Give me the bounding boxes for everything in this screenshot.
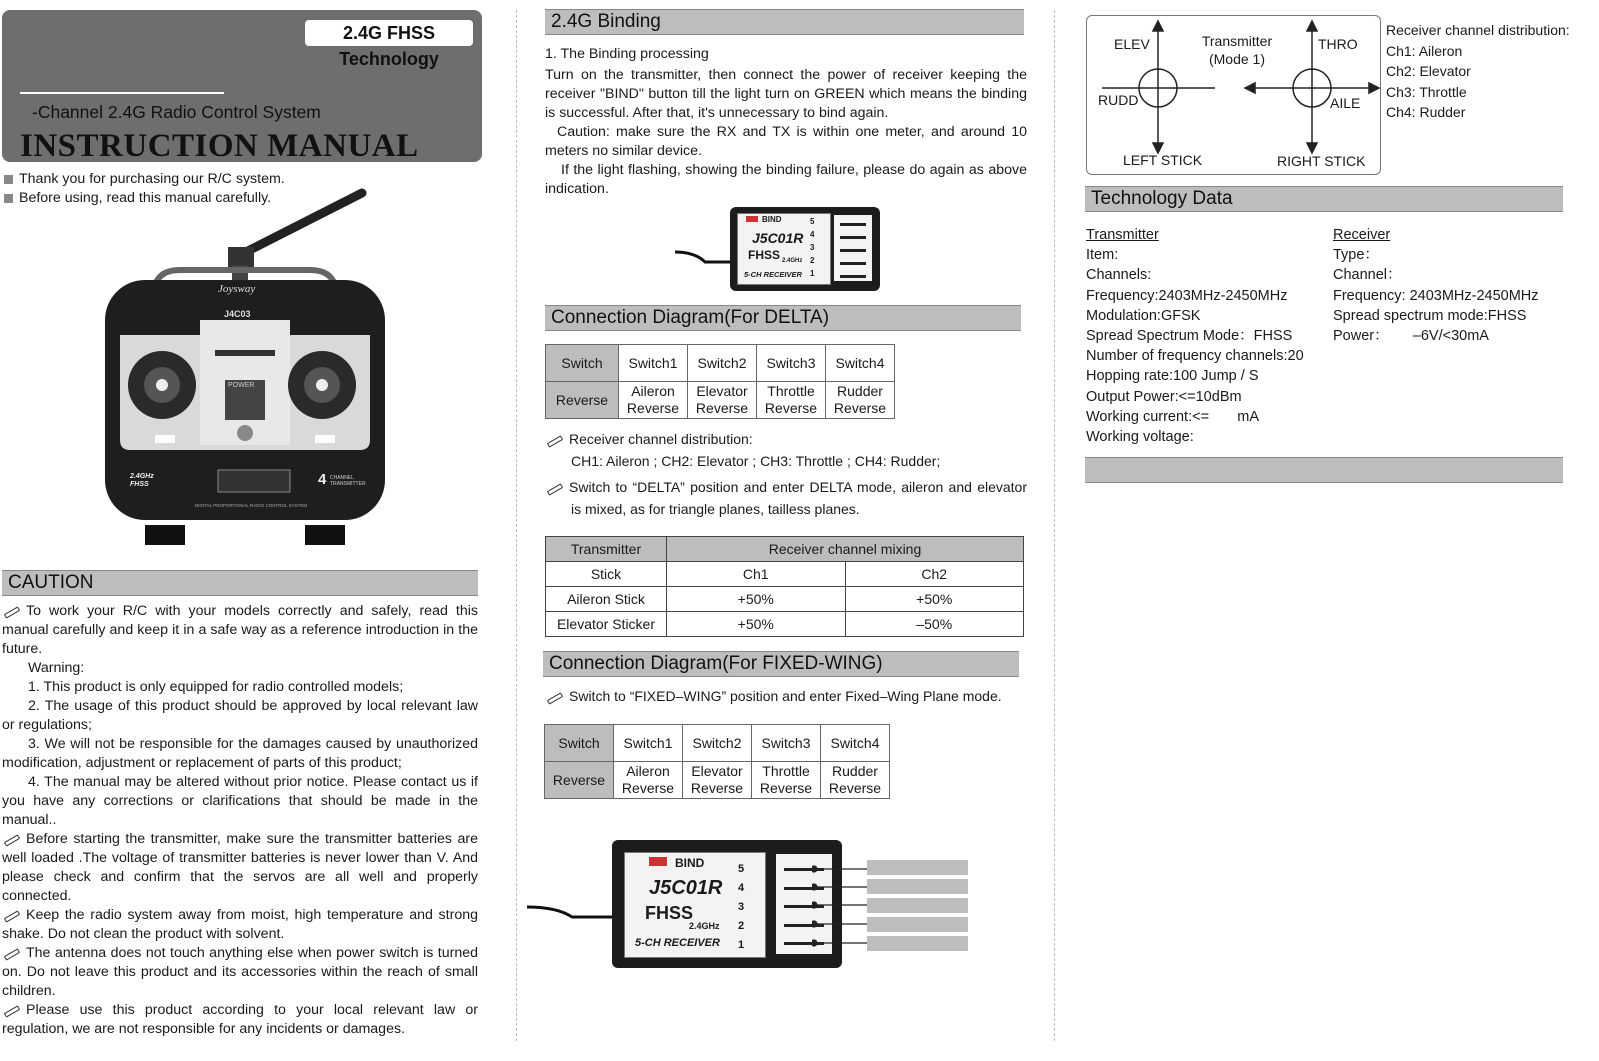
spec-line: Channel： bbox=[1333, 267, 1402, 284]
receiver-frequency: 2.4GHz bbox=[689, 921, 720, 931]
reverse-header-cell: Reverse bbox=[545, 762, 614, 799]
title-rule bbox=[20, 92, 224, 94]
distribution-line: Receiver channel distribution: bbox=[1386, 22, 1570, 38]
thro-label: THRO bbox=[1318, 36, 1358, 52]
switch-cell: Switch1 bbox=[619, 345, 688, 382]
receiver-name: 5-CH RECEIVER bbox=[744, 270, 802, 279]
port-number: 5 bbox=[810, 217, 815, 226]
reverse-cell: Throttle Reverse bbox=[752, 762, 821, 799]
transmitter-specs bbox=[1086, 225, 1304, 447]
port-numbers bbox=[738, 860, 756, 955]
bullet-text: Thank you for purchasing our R/C system. bbox=[19, 171, 285, 187]
reverse-cell: Elevator Reverse bbox=[683, 762, 752, 799]
delta-notes bbox=[545, 428, 1027, 520]
transmitter-brand: Joysway bbox=[218, 283, 256, 295]
transmitter-drawing bbox=[100, 185, 390, 550]
port-number: 2 bbox=[810, 256, 815, 265]
distribution-line: Ch4: Rudder bbox=[1386, 104, 1466, 120]
channel-label-box bbox=[867, 936, 968, 951]
spec-line: Number of frequency channels:20 bbox=[1086, 348, 1304, 365]
fixed-wing-switch-table bbox=[544, 724, 890, 799]
bind-label: BIND bbox=[675, 856, 705, 870]
warning-label: Warning: bbox=[28, 660, 85, 676]
switch-cell: Switch2 bbox=[683, 725, 752, 762]
switch-cell: Switch2 bbox=[688, 345, 757, 382]
pen-icon bbox=[545, 434, 563, 446]
spec-line: Output Power:<=10dBm bbox=[1086, 388, 1242, 405]
port-number: 2 bbox=[738, 920, 745, 932]
caution-text: To work your R/C with your models correctly and safely, read this manual carefully and keep it in a safe way as a reference introduction in the future. bbox=[2, 603, 478, 657]
receiver-large bbox=[612, 840, 842, 968]
port-number: 4 bbox=[738, 882, 745, 894]
caution-paragraph bbox=[2, 830, 478, 906]
channel-label-box bbox=[867, 879, 968, 894]
pen-icon bbox=[2, 833, 20, 845]
receiver-model: J5C01R bbox=[752, 230, 804, 246]
caution-text: The antenna does not touch anything else when power switch is turned on. Do not leave this product and its accessories within the reach of small children. bbox=[2, 945, 478, 999]
mixing-header: Transmitter bbox=[546, 537, 667, 562]
technology-badge: 2.4G FHSS Technology bbox=[305, 20, 473, 46]
caution-paragraph bbox=[2, 1001, 478, 1039]
pen-icon bbox=[545, 691, 563, 703]
warning-item: 2. The usage of this product should be approved by local relevant law or regulations; bbox=[2, 698, 478, 733]
mixing-cell: Elevator Sticker bbox=[546, 612, 667, 637]
channel-label-box bbox=[867, 898, 968, 913]
left-stick-label: LEFT STICK bbox=[1123, 152, 1203, 168]
switch-cell: Switch4 bbox=[826, 345, 895, 382]
reverse-cell: Aileron Reverse bbox=[614, 762, 683, 799]
caution-section bbox=[2, 602, 478, 1039]
spec-line: Power： –6V/<30mA bbox=[1333, 328, 1489, 345]
manual-title: INSTRUCTION MANUAL bbox=[20, 128, 419, 164]
receiver-model: J5C01R bbox=[649, 877, 723, 899]
transmitter-band-badge: 2.4GHz FHSS bbox=[130, 473, 154, 488]
mixing-cell: Ch2 bbox=[845, 562, 1024, 587]
binding-header: 2.4G Binding bbox=[545, 9, 1024, 35]
reverse-cell: Elevator Reverse bbox=[688, 382, 757, 419]
switch-cell: Switch4 bbox=[821, 725, 890, 762]
mixing-cell: –50% bbox=[845, 612, 1024, 637]
receiver-fhss: FHSS bbox=[645, 903, 694, 923]
spec-line: Item: bbox=[1086, 247, 1119, 264]
square-bullet-icon bbox=[4, 194, 13, 203]
transmitter-specs-title: Transmitter bbox=[1086, 227, 1159, 243]
binding-subtitle: 1. The Binding processing bbox=[545, 46, 709, 62]
transmitter-power-label: POWER bbox=[228, 382, 255, 389]
caution-paragraph bbox=[2, 944, 478, 1001]
fixed-wing-note: Switch to “FIXED–WING” position and enter Fixed–Wing Plane mode. bbox=[545, 688, 1002, 704]
column-divider bbox=[1054, 10, 1055, 1041]
mixing-cell: Stick bbox=[546, 562, 667, 587]
pen-icon bbox=[545, 482, 563, 494]
column-divider bbox=[516, 10, 517, 1041]
receiver-fhss: FHSS bbox=[748, 248, 781, 262]
receiver-channel-distribution bbox=[1386, 20, 1570, 123]
spec-line: Working current:<= mA bbox=[1086, 408, 1259, 425]
pen-icon bbox=[2, 947, 20, 959]
port-number: 1 bbox=[738, 939, 745, 951]
caution-paragraph bbox=[2, 906, 478, 944]
caution-header: CAUTION bbox=[2, 570, 478, 596]
spec-line: Type： bbox=[1333, 247, 1379, 264]
switch-cell: Switch1 bbox=[614, 725, 683, 762]
mixing-cell: +50% bbox=[667, 587, 846, 612]
warning-item: 1. This product is only equipped for radio controlled models; bbox=[28, 679, 404, 695]
port-number: 1 bbox=[810, 269, 815, 278]
port-number: 3 bbox=[738, 901, 745, 913]
cover-banner bbox=[2, 10, 482, 162]
reverse-cell: Aileron Reverse bbox=[619, 382, 688, 419]
caution-text: Please use this product according to your local relevant law or regulation, we are not responsible for any incidents or damages. bbox=[2, 1002, 478, 1037]
stick-mode-diagram bbox=[1086, 15, 1381, 175]
fixed-wing-header: Connection Diagram(For FIXED-WING) bbox=[543, 651, 1019, 677]
binding-section bbox=[545, 45, 1027, 199]
spec-line: Spread spectrum mode:FHSS bbox=[1333, 307, 1527, 324]
port-number: 3 bbox=[810, 243, 815, 252]
reverse-cell: Rudder Reverse bbox=[826, 382, 895, 419]
servo-pins bbox=[834, 215, 872, 281]
bind-led-icon bbox=[746, 216, 758, 222]
rudd-label: RUDD bbox=[1098, 92, 1139, 108]
receiver-antenna-wire bbox=[675, 240, 735, 270]
switch-cell: Switch3 bbox=[757, 345, 826, 382]
mixing-table bbox=[545, 536, 1024, 637]
reverse-cell: Rudder Reverse bbox=[821, 762, 890, 799]
mixing-header: Receiver channel mixing bbox=[667, 537, 1024, 562]
distribution-line: Ch3: Throttle bbox=[1386, 83, 1467, 100]
mixing-cell: +50% bbox=[845, 587, 1024, 612]
receiver-small bbox=[730, 207, 880, 291]
switch-header-cell: Switch bbox=[546, 345, 619, 382]
channel-label-box bbox=[867, 860, 968, 875]
receiver-specs bbox=[1333, 225, 1539, 346]
delta-header: Connection Diagram(For DELTA) bbox=[545, 305, 1021, 331]
caution-text: Keep the radio system away from moist, high temperature and strong shake. Do not clean the product with solvent. bbox=[2, 907, 478, 942]
port-numbers bbox=[810, 215, 823, 280]
distribution-line: Ch2: Elevator bbox=[1386, 63, 1471, 79]
receiver-frequency: 2.4GHz bbox=[782, 258, 803, 264]
spec-line: Frequency: 2403MHz-2450MHz bbox=[1333, 287, 1539, 304]
port-number: 4 bbox=[810, 230, 815, 239]
manual-subtitle: -Channel 2.4G Radio Control System bbox=[32, 102, 321, 122]
transmitter-model: J4C03 bbox=[224, 309, 251, 319]
binding-paragraph: Turn on the transmitter, then connect the power of receiver keeping the receiver "BIND" button till the light turn on GREEN which means the binding is successful. After that, it's unnecessary to bind again. bbox=[545, 67, 1027, 121]
warning-item: 4. The manual may be altered without prior notice. Please contact us if you have any corrections or clarifications that should be made in the manual.. bbox=[2, 774, 478, 828]
delta-note: CH1: Aileron ; CH2: Elevator ; CH3: Throttle ; CH4: Rudder; bbox=[571, 453, 941, 469]
binding-paragraph: Caution: make sure the RX and TX is within one meter, and around 10 meters no similar device. bbox=[545, 124, 1027, 159]
pen-icon bbox=[2, 605, 20, 617]
spec-line: Modulation:GFSK bbox=[1086, 307, 1201, 324]
pen-icon bbox=[2, 1004, 20, 1016]
spec-line: Working voltage: bbox=[1086, 429, 1194, 446]
spec-line: Frequency:2403MHz-2450MHz bbox=[1086, 287, 1288, 304]
bullet-text: Before using, read this manual carefully. bbox=[19, 190, 272, 206]
mixing-cell: +50% bbox=[667, 612, 846, 637]
pen-icon bbox=[2, 909, 20, 921]
binding-paragraph: If the light flashing, showing the binding failure, please do again as above indication. bbox=[545, 162, 1027, 197]
aile-label: AILE bbox=[1330, 95, 1361, 111]
switch-cell: Switch3 bbox=[752, 725, 821, 762]
reverse-header-cell: Reverse bbox=[546, 382, 619, 419]
square-bullet-icon bbox=[4, 175, 13, 184]
blank-section-header bbox=[1085, 457, 1563, 483]
transmitter-channel-count: 4 bbox=[318, 471, 327, 488]
elev-label: ELEV bbox=[1114, 36, 1150, 52]
channel-label-box bbox=[867, 917, 968, 932]
technology-data-header: Technology Data bbox=[1085, 186, 1563, 212]
caution-text: Before starting the transmitter, make sure the transmitter batteries are well loaded .The voltage of transmitter batteries is never lower than V. And please check and confirm that the servos are all well and properly connected. bbox=[2, 831, 478, 904]
receiver-antenna-wire bbox=[527, 895, 617, 925]
reverse-cell: Throttle Reverse bbox=[757, 382, 826, 419]
right-stick-label: RIGHT STICK bbox=[1277, 153, 1366, 169]
transmitter-mode-label: Transmitter (Mode 1) bbox=[1201, 33, 1273, 67]
spec-line: Hopping rate:100 Jump / S bbox=[1086, 368, 1259, 385]
switch-header-cell: Switch bbox=[545, 725, 614, 762]
transmitter-image bbox=[100, 185, 390, 550]
port-number: 5 bbox=[738, 863, 745, 875]
delta-note: Receiver channel distribution: bbox=[545, 428, 1027, 450]
delta-note: Switch to “DELTA” position and enter DELTA mode, aileron and elevator is mixed, as for triangle planes, tailless planes. bbox=[545, 476, 1027, 520]
transmitter-footer-text: DIGITAL PROPORTIONAL RADIO CONTROL SYSTEM bbox=[195, 503, 308, 508]
bind-led-icon bbox=[649, 857, 667, 866]
bind-label: BIND bbox=[762, 215, 782, 224]
delta-switch-table bbox=[545, 344, 895, 419]
spec-line: Spread Spectrum Mode：FHSS bbox=[1086, 328, 1293, 345]
receiver-specs-title: Receiver bbox=[1333, 227, 1391, 243]
warning-item: 3. We will not be responsible for the damages caused by unauthorized modification, adjustment or replacement of parts of this product; bbox=[2, 736, 478, 771]
receiver-name: 5-CH RECEIVER bbox=[635, 937, 720, 949]
spec-line: Channels: bbox=[1086, 267, 1152, 284]
caution-paragraph bbox=[2, 602, 478, 659]
transmitter-channel-label: CHANNEL TRANSMITTER bbox=[330, 475, 366, 487]
distribution-line: Ch1: Aileron bbox=[1386, 42, 1463, 59]
mixing-cell: Aileron Stick bbox=[546, 587, 667, 612]
mixing-cell: Ch1 bbox=[667, 562, 846, 587]
